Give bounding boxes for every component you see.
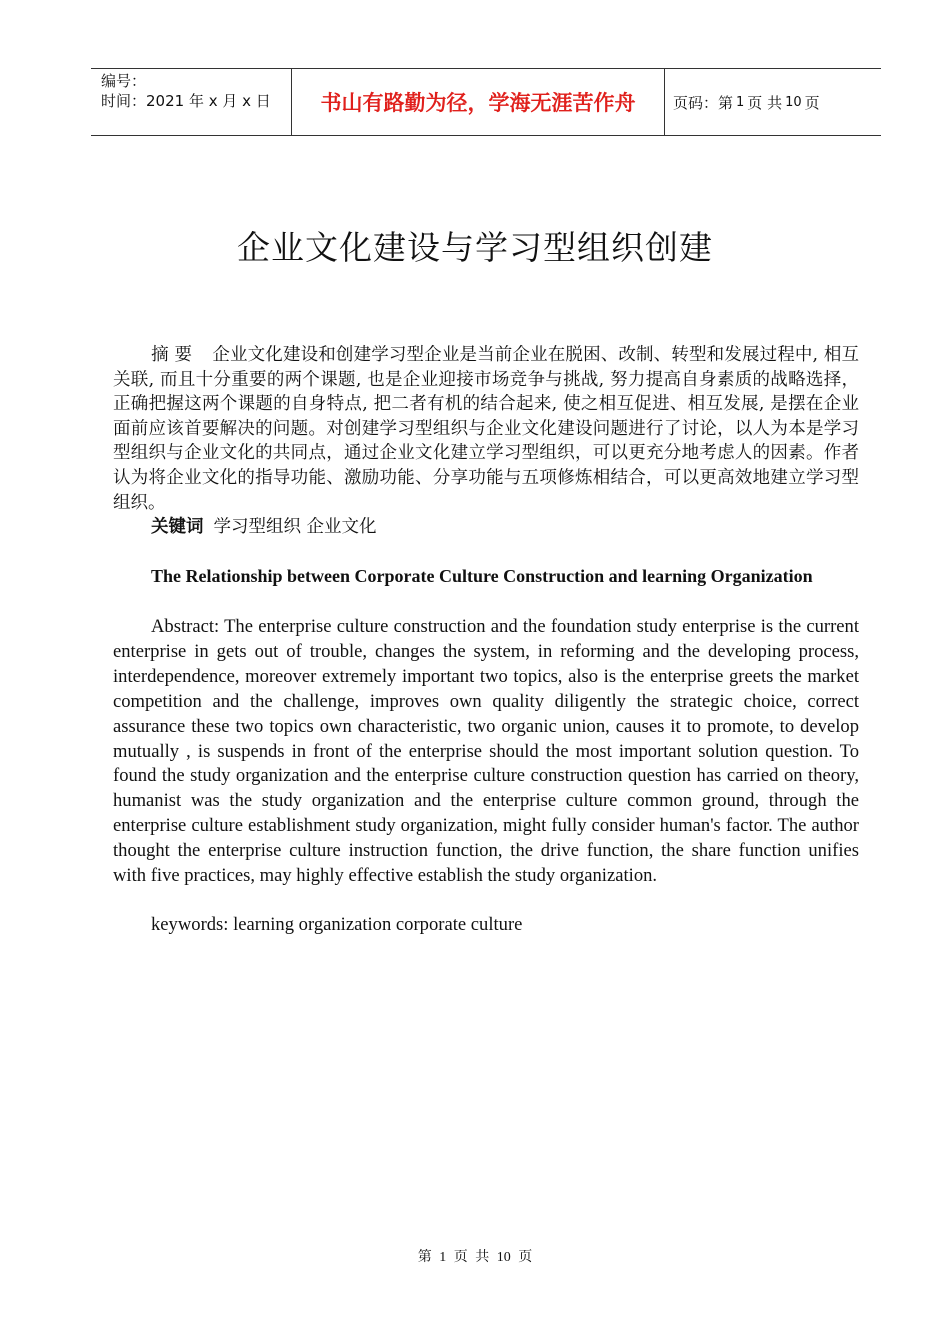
abstract-text: 企业文化建设和创建学习型企业是当前企业在脱困、改制、转型和发展过程中, 相互关联, 而且十分重要的两个课题, 也是企业迎接市场竞争与挑战, 努力提高自身素质的战略选择，正确把握这两个课题的自身特点, 把二者有机的结合起来, 使之相互促进、相互发展, 是摆在企业面前应该首要解决的问题。对创建学习型组织与企业文化建设问题进行了讨论，以人为本是学习型组织与企业文化的共同点，通过企业文化建立学习型组织，可以更充分地考虑人的因素。作者认为将企业文化的指导功能、激励功能、分享功能与五项修炼相结合，可以更高效地建立学习型组织。 — [113, 345, 859, 513]
english-abstract — [113, 615, 859, 889]
page-end: 页 — [804, 93, 820, 112]
time-label: 时间：2021 年 x 月 x 日 — [101, 92, 271, 110]
keywords-text: 学习型组织 企业文化 — [213, 517, 377, 538]
keywords-label: 关键词 — [151, 517, 204, 538]
header-meta — [91, 69, 292, 135]
page-title: 企业文化建设与学习型组织创建 — [237, 228, 713, 267]
page-label: 页码：第 — [673, 93, 734, 112]
chinese-abstract — [113, 343, 859, 540]
abstract-label: 摘 要 — [151, 345, 193, 365]
page-mid: 页 共 — [747, 93, 783, 112]
page-footer: 第 1 页 共 10 页 — [417, 1250, 533, 1265]
english-abstract-text: Abstract: The enterprise culture construction and the foundation study enterprise is the current enterprise in gets out of trouble, changes the system, in reforming and the developing process, interdependence, moreover extremely important two topics, also is the enterprise greets the market competition and the challenge, improves own quality diligently the strategic choice, correct assurance these two topics own characteristic, two organic union, causes it to promote, to develop mutually , is suspends in front of the enterprise should the most important solution question. To found the study organization and the enterprise culture construction question has carried on theory, humanist was the study organization and the enterprise culture common ground, through the enterprise culture establishment study organization, might fully consider human's factor. The author thought the enterprise culture instruction function, the drive function, the share function unifies with five practices, may highly effective establish the study organization. — [113, 616, 859, 887]
header-table — [91, 68, 881, 136]
motto: 书山有路勤为径，学海无涯苦作舟 — [320, 91, 636, 115]
english-keywords: keywords: learning organization corporate culture — [151, 914, 523, 935]
chinese-abstract-paragraph — [113, 343, 859, 515]
chinese-keywords — [113, 515, 859, 540]
page-number: 1 — [736, 94, 745, 110]
header-motto-cell — [292, 69, 665, 135]
number-label: 编号： — [101, 72, 147, 90]
english-title: The Relationship between Corporate Culture Construction and learning Organization — [151, 566, 813, 586]
page-total: 10 — [785, 94, 802, 110]
header-page-cell — [665, 69, 881, 135]
